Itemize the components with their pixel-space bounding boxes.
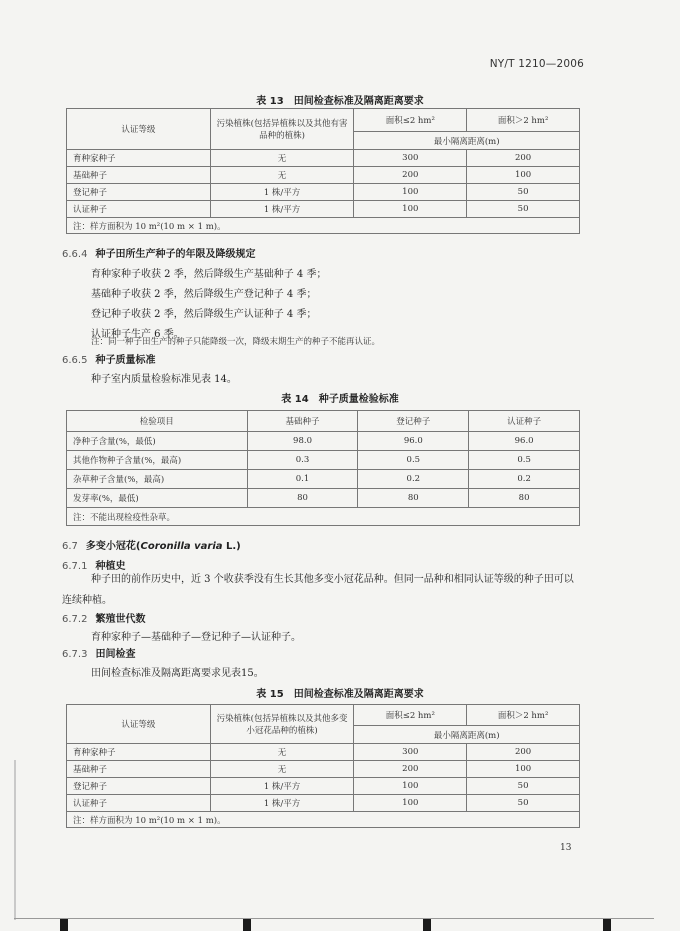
table-cell: 0.5	[358, 451, 469, 470]
section-title: 繁殖世代数	[95, 614, 146, 625]
table-cell: 80	[247, 489, 358, 508]
table-cell: 登记种子	[67, 184, 211, 201]
scan-edge-line	[14, 760, 16, 920]
section-title-end: L.)	[222, 541, 241, 552]
table-cell: 0.2	[358, 470, 469, 489]
table-row	[67, 184, 580, 201]
table-cell: 80	[358, 489, 469, 508]
table-cell: 100	[354, 778, 467, 795]
section-title: 种子质量标准	[95, 355, 156, 366]
standard-number: NY/T 1210—2006	[489, 58, 584, 70]
table-cell: 无	[210, 744, 354, 761]
table14-header: 基础种子	[247, 411, 358, 432]
table13-header-contam: 污染植株(包括异植株以及其他有害品种的植株)	[210, 109, 354, 150]
table-cell: 200	[354, 167, 467, 184]
scan-marker	[423, 919, 431, 931]
scan-marker	[603, 919, 611, 931]
table-cell: 育种家种子	[67, 744, 211, 761]
table-cell: 50	[467, 778, 580, 795]
table-cell: 认证种子	[67, 201, 211, 218]
table-cell: 无	[210, 761, 354, 778]
table-cell: 发芽率(%，最低)	[67, 489, 248, 508]
page-number: 13	[560, 843, 572, 853]
section-6-6-4-heading	[62, 245, 255, 260]
scan-marker	[60, 919, 68, 931]
paragraph: 田间检查标准及隔离距离要求见表15。	[91, 668, 264, 679]
table-cell: 100	[354, 201, 467, 218]
section-number: 6.7.2	[62, 614, 88, 625]
table-cell: 认证种子	[67, 795, 211, 812]
table-row	[67, 150, 580, 167]
table-cell: 0.2	[469, 470, 580, 489]
paragraph: 育种家种子—基础种子—登记种子—认证种子。	[91, 632, 301, 643]
table-cell: 200	[467, 150, 580, 167]
table-cell: 100	[354, 795, 467, 812]
table13-header-grade: 认证等级	[67, 109, 211, 150]
section-title: 多变小冠花(	[85, 541, 141, 552]
table13-header-area-large: 面积＞2 hm²	[467, 109, 580, 132]
table13	[66, 108, 580, 234]
table-cell: 1 株/平方	[210, 778, 354, 795]
table-row	[67, 201, 580, 218]
table-row	[67, 778, 580, 795]
table-cell: 80	[469, 489, 580, 508]
table14-note: 注：不能出现检疫性杂草。	[67, 508, 580, 526]
table-cell: 1 株/平方	[210, 795, 354, 812]
table-cell: 无	[210, 167, 354, 184]
table-cell: 无	[210, 150, 354, 167]
table-cell: 300	[354, 150, 467, 167]
section-number: 6.7.3	[62, 649, 88, 660]
section-title: 田间检查	[95, 649, 136, 660]
table15	[66, 704, 580, 828]
table15-header-area-large: 面积＞2 hm²	[467, 705, 580, 726]
table15-header-contam: 污染植株(包括异植株以及其他多变小冠花品种的植株)	[210, 705, 354, 744]
section-6-7-heading	[62, 537, 241, 552]
table13-header-area-small: 面积≤2 hm²	[354, 109, 467, 132]
table-cell: 其他作物种子含量(%，最高)	[67, 451, 248, 470]
table-cell: 100	[354, 184, 467, 201]
table13-note: 注：样方面积为 10 m²(10 m × 1 m)。	[67, 218, 580, 234]
table-cell: 50	[467, 795, 580, 812]
paragraph: 基础种子收获 2 季，然后降级生产登记种子 4 季；	[91, 289, 317, 300]
table-row	[67, 744, 580, 761]
section-6-7-3-heading	[62, 645, 135, 660]
table15-caption: 表 15 田间检查标准及隔离距离要求	[256, 689, 424, 700]
table-row	[67, 432, 580, 451]
table-row	[67, 451, 580, 470]
table-cell: 300	[354, 744, 467, 761]
table14-header: 登记种子	[358, 411, 469, 432]
table-cell: 100	[467, 167, 580, 184]
paragraph: 种子田的前作历史中，近 3 个收获季没有生长其他多变小冠花品种。但同一品种和相同认证等级的种子田可以连续种植。	[62, 574, 574, 606]
table-row	[67, 167, 580, 184]
table-cell: 0.3	[247, 451, 358, 470]
section-note: 注：同一种子田生产的种子只能降级一次，降级末期生产的种子不能再认证。	[91, 337, 381, 347]
table-cell: 1 株/平方	[210, 201, 354, 218]
latin-name: Coronilla varia	[140, 541, 223, 552]
table-cell: 96.0	[358, 432, 469, 451]
section-title: 种植史	[95, 561, 126, 572]
paragraph: 登记种子收获 2 季，然后降级生产认证种子 4 季；	[91, 309, 317, 320]
table-cell: 50	[467, 184, 580, 201]
table15-note: 注：样方面积为 10 m²(10 m × 1 m)。	[67, 812, 580, 828]
table-cell: 基础种子	[67, 167, 211, 184]
table14-header: 检验项目	[67, 411, 248, 432]
scan-marker	[243, 919, 251, 931]
section-number: 6.6.4	[62, 249, 88, 260]
table-row	[67, 489, 580, 508]
table-row	[67, 470, 580, 489]
scan-bottom-line	[14, 918, 654, 919]
table-cell: 净种子含量(%，最低)	[67, 432, 248, 451]
table-cell: 0.1	[247, 470, 358, 489]
table-cell: 96.0	[469, 432, 580, 451]
section-number: 6.6.5	[62, 355, 88, 366]
table-cell: 200	[354, 761, 467, 778]
table-cell: 50	[467, 201, 580, 218]
table14-caption: 表 14 种子质量检验标准	[281, 394, 399, 405]
table-cell: 200	[467, 744, 580, 761]
paragraph: 认证种子生产 6 季。	[91, 329, 184, 340]
table15-header-grade: 认证等级	[67, 705, 211, 744]
table-cell: 基础种子	[67, 761, 211, 778]
table14-header: 认证种子	[469, 411, 580, 432]
table13-header-min-dist: 最小隔离距离(m)	[354, 132, 580, 150]
table-cell: 0.5	[469, 451, 580, 470]
table-cell: 杂草种子含量(%，最高)	[67, 470, 248, 489]
section-6-7-2-heading	[62, 610, 145, 625]
section-number: 6.7	[62, 541, 78, 552]
table-cell: 100	[467, 761, 580, 778]
table15-header-min-dist: 最小隔离距离(m)	[354, 726, 580, 744]
table-cell: 98.0	[247, 432, 358, 451]
table15-header-area-small: 面积≤2 hm²	[354, 705, 467, 726]
table13-caption: 表 13 田间检查标准及隔离距离要求	[256, 96, 424, 107]
paragraph: 种子室内质量检验标准见表 14。	[91, 374, 237, 385]
paragraph: 育种家种子收获 2 季，然后降级生产基础种子 4 季；	[91, 269, 327, 280]
table-cell: 1 株/平方	[210, 184, 354, 201]
table-cell: 育种家种子	[67, 150, 211, 167]
section-6-6-5-heading	[62, 351, 155, 366]
section-title: 种子田所生产种子的年限及降级规定	[95, 249, 256, 260]
table14	[66, 410, 580, 526]
table-row	[67, 761, 580, 778]
table-row	[67, 795, 580, 812]
section-number: 6.7.1	[62, 561, 88, 572]
table-cell: 登记种子	[67, 778, 211, 795]
